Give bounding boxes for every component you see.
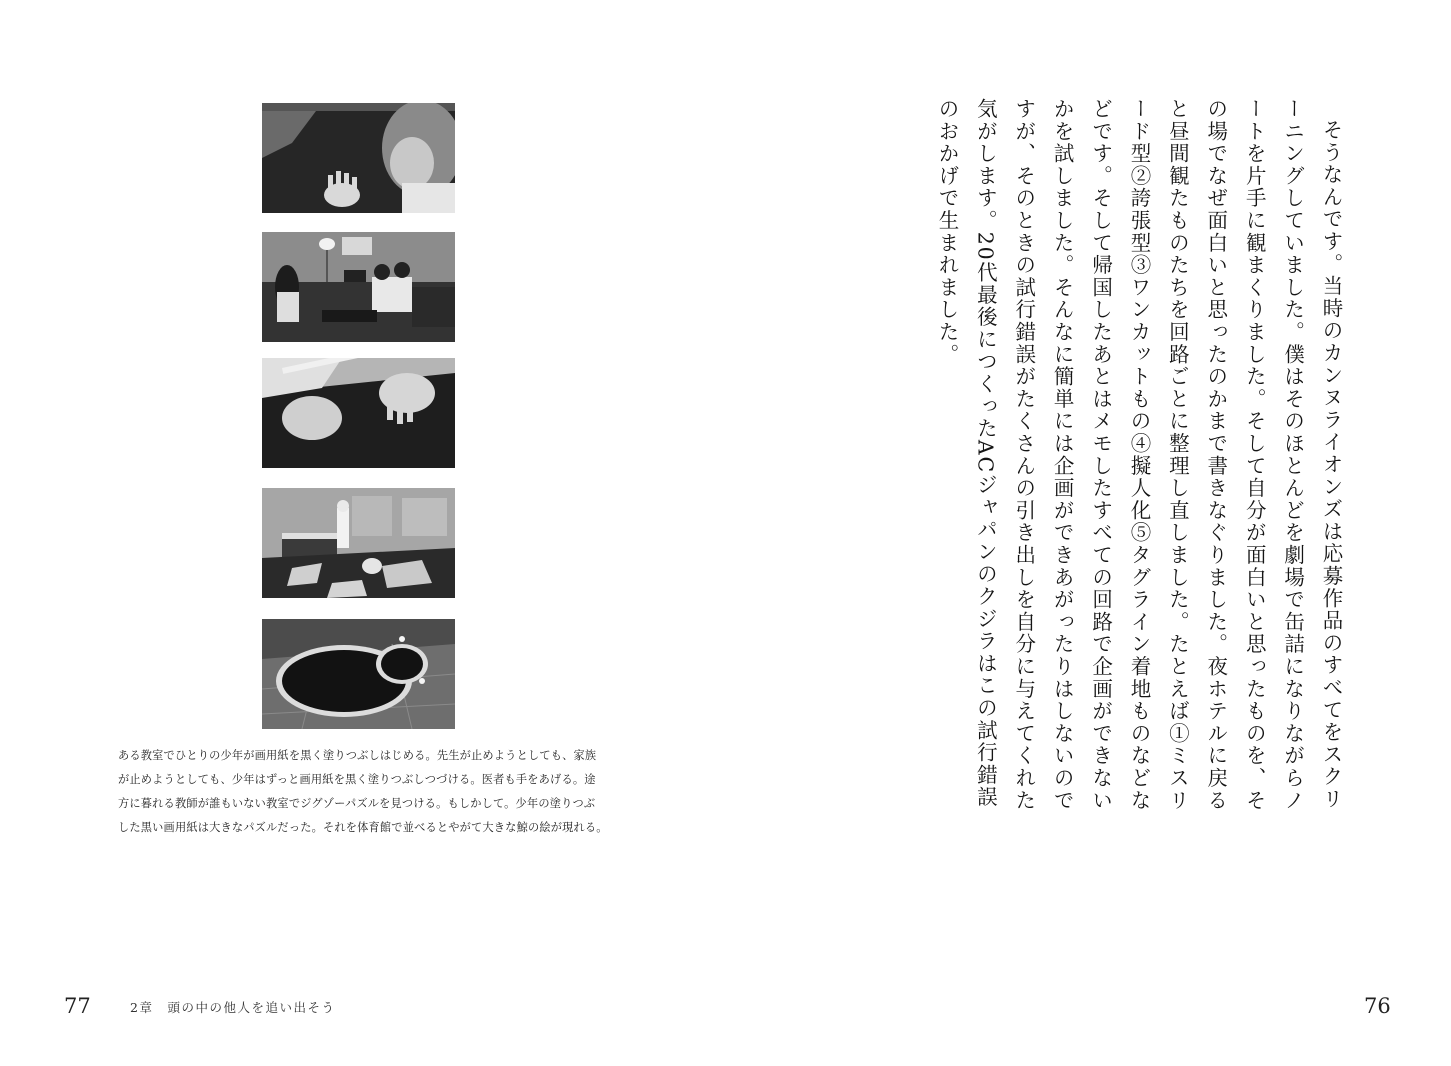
caption-line: 方に暮れる教師が誰もいない教室でジグゾーパズルを見つける。もしかして。少年の塗りつぶ: [118, 797, 596, 810]
still-room-with-bed-and-puzzle-pieces-icon: [262, 488, 455, 598]
body-paragraph: そうなんです。当時のカンヌライオンズは応募作品のすべてをスクリーニングしていました。僕はそのほとんどを劇場で缶詰になりながらノートを片手に観まくりました。そして自分が面白いと思ったものを、その場でなぜ面白いと思ったのかまで書きなぐりました。夜ホテルに戻ると昼間観たものたちを回路ごとに整理し直しました。たとえば①ミスリード型②誇張型③ワンカットもの④擬人化⑤タグライン着地ものなどなどです。そして帰国したあとはメモしたすべての回路で企画ができないかを試しました。そんなに簡単には企画ができあがったりはしないのですが、そのときの試行錯誤がたくさんの引き出しを自分に与えてくれた気がします。20代最後につくったACジャパンのクジラはこの試行錯誤のおかげで生まれました。: [934, 98, 1343, 812]
caption-line: が止めようとしても、少年はずっと画用紙を黒く塗りつぶしつづける。医者も手をあげる。途: [118, 773, 596, 786]
photo-still-2: [262, 232, 455, 342]
page-number-right: 76: [1364, 994, 1391, 1018]
caption-line: ある教室でひとりの少年が画用紙を黒く塗りつぶしはじめる。先生が止めようとしても、家族: [118, 749, 597, 762]
page-number-left: 77: [64, 994, 91, 1018]
still-family-in-living-room-icon: [262, 232, 455, 342]
running-head: 2章 頭の中の他人を追い出そう: [130, 1000, 336, 1015]
photo-still-3: [262, 358, 455, 468]
still-giant-puzzle-on-gym-floor-icon: [262, 619, 455, 729]
photo-still-4: [262, 488, 455, 598]
photo-still-5: [262, 619, 455, 729]
still-child-hand-on-black-paper-icon: [262, 103, 455, 213]
still-hands-painting-black-icon: [262, 358, 455, 468]
photo-caption: [118, 744, 608, 840]
caption-line: した黒い画用紙は大きなパズルだった。それを体育館で並べるとやがて大きな鯨の絵が現れる。: [118, 821, 608, 834]
photo-still-1: [262, 103, 455, 213]
